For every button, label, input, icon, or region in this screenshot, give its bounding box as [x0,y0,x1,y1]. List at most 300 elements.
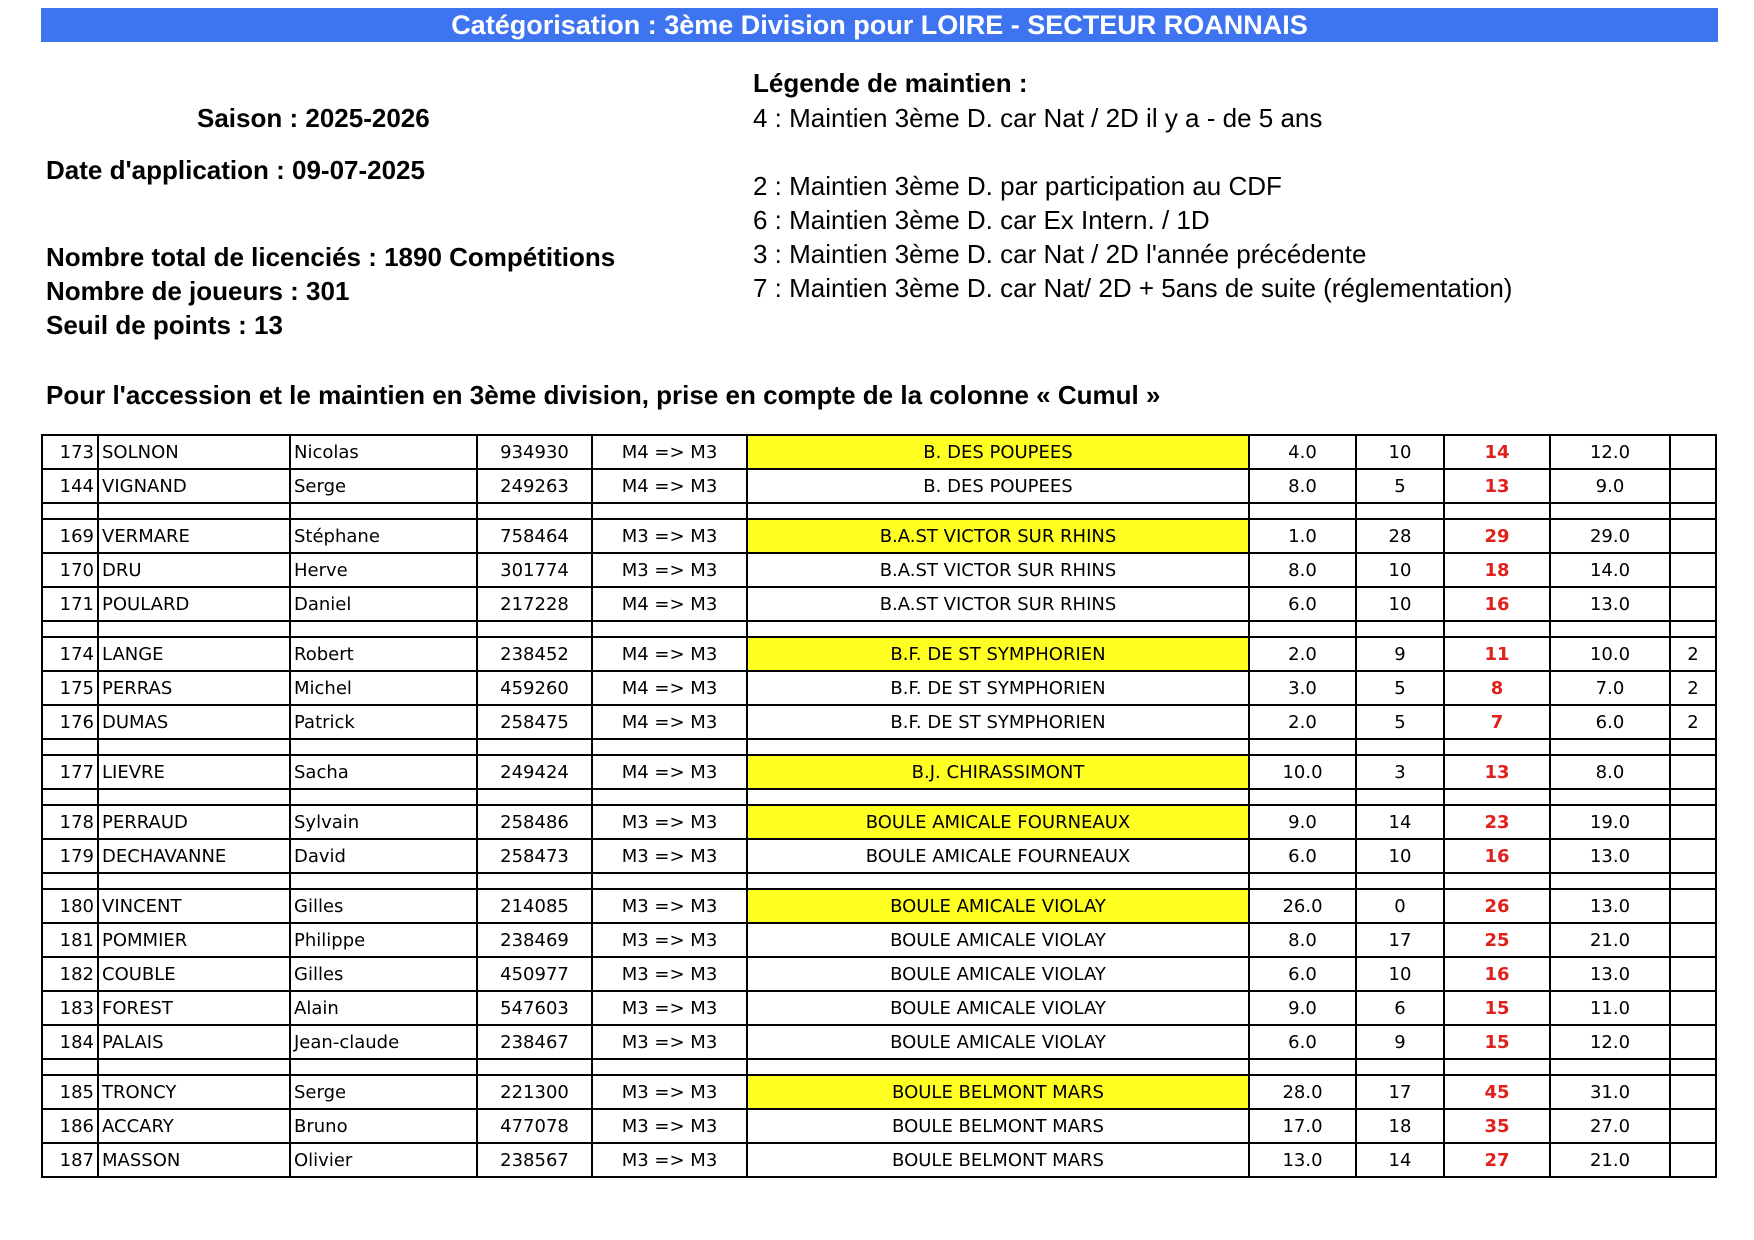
table-row [42,469,1716,503]
cell-category: M3 => M3 [592,805,747,839]
empty-cell [477,1059,592,1075]
table-row [42,705,1716,739]
legend-item: 6 : Maintien 3ème D. car Ex Intern. / 1D [753,205,1210,235]
cell-points-a: 6.0 [1249,1025,1356,1059]
cell-maintien [1670,957,1716,991]
cell-last-name: DRU [98,553,290,587]
cell-number: 177 [42,755,98,789]
cell-licence: 301774 [477,553,592,587]
cell-category: M4 => M3 [592,705,747,739]
cell-points-b: 10 [1356,435,1444,469]
cell-points-b: 28 [1356,519,1444,553]
cell-first-name: Alain [290,991,477,1025]
cell-last-name: LANGE [98,637,290,671]
cell-first-name: Bruno [290,1109,477,1143]
table-body [42,435,1716,1177]
empty-cell [477,739,592,755]
empty-cell [477,789,592,805]
empty-cell [42,739,98,755]
cell-first-name: Sacha [290,755,477,789]
table-row [42,671,1716,705]
cell-licence: 221300 [477,1075,592,1109]
table-row [42,553,1716,587]
cell-number: 179 [42,839,98,873]
cell-licence: 238467 [477,1025,592,1059]
cell-points-a: 8.0 [1249,469,1356,503]
cell-cumul: 26 [1444,889,1550,923]
empty-cell [1670,739,1716,755]
cell-licence: 934930 [477,435,592,469]
cell-licence: 459260 [477,671,592,705]
empty-cell [592,739,747,755]
cell-last-name: DECHAVANNE [98,839,290,873]
cell-points-d: 12.0 [1550,435,1670,469]
cell-points-b: 18 [1356,1109,1444,1143]
group-separator-row [42,621,1716,637]
empty-cell [592,621,747,637]
cell-licence: 238452 [477,637,592,671]
empty-cell [1550,739,1670,755]
cell-number: 185 [42,1075,98,1109]
empty-cell [1249,503,1356,519]
group-separator-row [42,503,1716,519]
cell-points-d: 29.0 [1550,519,1670,553]
total-licencies: Nombre total de licenciés : 1890 Compétitions [46,242,616,272]
cell-number: 181 [42,923,98,957]
cell-number: 182 [42,957,98,991]
empty-cell [1670,789,1716,805]
empty-cell [747,503,1249,519]
empty-cell [592,503,747,519]
cell-licence: 450977 [477,957,592,991]
cell-licence: 238469 [477,923,592,957]
cell-licence: 217228 [477,587,592,621]
cell-first-name: Gilles [290,889,477,923]
cell-last-name: ACCARY [98,1109,290,1143]
cell-points-b: 17 [1356,923,1444,957]
player-count: Nombre de joueurs : 301 [46,276,350,306]
empty-cell [1249,621,1356,637]
empty-cell [1550,503,1670,519]
cell-first-name: Serge [290,469,477,503]
empty-cell [1670,873,1716,889]
cell-club: B.J. CHIRASSIMONT [747,755,1249,789]
cell-category: M4 => M3 [592,755,747,789]
empty-cell [1356,789,1444,805]
empty-cell [477,621,592,637]
empty-cell [42,503,98,519]
cell-maintien [1670,1109,1716,1143]
cell-first-name: Philippe [290,923,477,957]
cumul-note: Pour l'accession et le maintien en 3ème division, prise en compte de la colonne « Cumul » [46,380,1161,410]
cell-licence: 249263 [477,469,592,503]
cell-category: M3 => M3 [592,1109,747,1143]
cell-points-d: 6.0 [1550,705,1670,739]
cell-cumul: 16 [1444,957,1550,991]
cell-points-a: 2.0 [1249,637,1356,671]
empty-cell [98,789,290,805]
cell-last-name: PERRAUD [98,805,290,839]
cell-maintien [1670,435,1716,469]
cell-first-name: Stéphane [290,519,477,553]
cell-number: 178 [42,805,98,839]
table-row [42,1025,1716,1059]
cell-last-name: TRONCY [98,1075,290,1109]
cell-club: BOULE AMICALE VIOLAY [747,889,1249,923]
cell-points-d: 13.0 [1550,839,1670,873]
cell-points-a: 8.0 [1249,923,1356,957]
cell-club: BOULE AMICALE VIOLAY [747,957,1249,991]
cell-cumul: 7 [1444,705,1550,739]
empty-cell [1444,739,1550,755]
cell-category: M4 => M3 [592,637,747,671]
cell-points-a: 26.0 [1249,889,1356,923]
cell-last-name: LIEVRE [98,755,290,789]
cell-club: B. DES POUPEES [747,469,1249,503]
cell-last-name: VERMARE [98,519,290,553]
application-date: Date d'application : 09-07-2025 [46,155,425,185]
cell-cumul: 13 [1444,755,1550,789]
cell-first-name: Serge [290,1075,477,1109]
table-row [42,1075,1716,1109]
cell-maintien: 2 [1670,671,1716,705]
cell-category: M3 => M3 [592,1025,747,1059]
empty-cell [1550,1059,1670,1075]
empty-cell [1444,503,1550,519]
cell-maintien [1670,805,1716,839]
empty-cell [1249,739,1356,755]
cell-cumul: 29 [1444,519,1550,553]
cell-points-b: 10 [1356,587,1444,621]
cell-first-name: Nicolas [290,435,477,469]
cell-cumul: 18 [1444,553,1550,587]
cell-number: 170 [42,553,98,587]
cell-points-a: 17.0 [1249,1109,1356,1143]
cell-cumul: 23 [1444,805,1550,839]
empty-cell [290,1059,477,1075]
cell-club: B.A.ST VICTOR SUR RHINS [747,519,1249,553]
empty-cell [592,789,747,805]
cell-licence: 249424 [477,755,592,789]
table-row [42,923,1716,957]
cell-points-a: 9.0 [1249,805,1356,839]
cell-last-name: PALAIS [98,1025,290,1059]
cell-licence: 547603 [477,991,592,1025]
table-row [42,839,1716,873]
empty-cell [1444,789,1550,805]
table-row [42,991,1716,1025]
table-row [42,435,1716,469]
table-row [42,805,1716,839]
empty-cell [1356,621,1444,637]
cell-points-d: 12.0 [1550,1025,1670,1059]
cell-club: BOULE AMICALE VIOLAY [747,991,1249,1025]
cell-number: 174 [42,637,98,671]
cell-maintien [1670,519,1716,553]
empty-cell [42,621,98,637]
cell-category: M4 => M3 [592,469,747,503]
cell-points-b: 10 [1356,839,1444,873]
cell-category: M3 => M3 [592,519,747,553]
cell-category: M3 => M3 [592,923,747,957]
cell-maintien [1670,553,1716,587]
empty-cell [98,621,290,637]
cell-points-d: 9.0 [1550,469,1670,503]
cell-first-name: Gilles [290,957,477,991]
empty-cell [290,621,477,637]
cell-club: B.F. DE ST SYMPHORIEN [747,671,1249,705]
cell-maintien [1670,469,1716,503]
cell-points-d: 8.0 [1550,755,1670,789]
cell-number: 187 [42,1143,98,1177]
cell-maintien [1670,755,1716,789]
cell-points-d: 19.0 [1550,805,1670,839]
cell-cumul: 27 [1444,1143,1550,1177]
empty-cell [98,1059,290,1075]
cell-first-name: David [290,839,477,873]
cell-points-a: 13.0 [1249,1143,1356,1177]
cell-last-name: COUBLE [98,957,290,991]
legend-item: 4 : Maintien 3ème D. car Nat / 2D il y a - de 5 ans [753,103,1323,133]
cell-points-a: 6.0 [1249,587,1356,621]
cell-first-name: Jean-claude [290,1025,477,1059]
cell-last-name: DUMAS [98,705,290,739]
cell-licence: 258475 [477,705,592,739]
table-row [42,1143,1716,1177]
empty-cell [1670,503,1716,519]
cell-first-name: Robert [290,637,477,671]
empty-cell [1444,1059,1550,1075]
cell-points-b: 9 [1356,1025,1444,1059]
cell-points-a: 10.0 [1249,755,1356,789]
cell-maintien [1670,923,1716,957]
cell-cumul: 16 [1444,587,1550,621]
empty-cell [1249,1059,1356,1075]
group-separator-row [42,1059,1716,1075]
cell-points-b: 3 [1356,755,1444,789]
cell-points-b: 9 [1356,637,1444,671]
empty-cell [1356,1059,1444,1075]
cell-cumul: 8 [1444,671,1550,705]
empty-cell [98,873,290,889]
table-row [42,637,1716,671]
cell-points-d: 27.0 [1550,1109,1670,1143]
table-row [42,889,1716,923]
cell-points-b: 5 [1356,671,1444,705]
cell-first-name: Michel [290,671,477,705]
empty-cell [592,873,747,889]
cell-maintien: 2 [1670,705,1716,739]
cell-club: BOULE BELMONT MARS [747,1143,1249,1177]
season-label: Saison : 2025-2026 [197,103,430,133]
cell-points-d: 13.0 [1550,587,1670,621]
cell-last-name: SOLNON [98,435,290,469]
cell-points-b: 5 [1356,705,1444,739]
cell-club: B.F. DE ST SYMPHORIEN [747,637,1249,671]
cell-points-b: 6 [1356,991,1444,1025]
cell-maintien [1670,587,1716,621]
cell-number: 173 [42,435,98,469]
cell-points-d: 11.0 [1550,991,1670,1025]
cell-club: BOULE BELMONT MARS [747,1075,1249,1109]
cell-points-d: 21.0 [1550,923,1670,957]
cell-maintien [1670,839,1716,873]
cell-maintien [1670,1075,1716,1109]
cell-points-a: 2.0 [1249,705,1356,739]
empty-cell [477,503,592,519]
empty-cell [592,1059,747,1075]
table-row [42,755,1716,789]
legend-item: 2 : Maintien 3ème D. par participation au CDF [753,171,1282,201]
cell-club: B.A.ST VICTOR SUR RHINS [747,553,1249,587]
cell-first-name: Herve [290,553,477,587]
cell-club: B.A.ST VICTOR SUR RHINS [747,587,1249,621]
empty-cell [98,739,290,755]
cell-cumul: 11 [1444,637,1550,671]
cell-category: M4 => M3 [592,435,747,469]
group-separator-row [42,789,1716,805]
empty-cell [290,789,477,805]
cell-points-d: 21.0 [1550,1143,1670,1177]
cell-points-d: 14.0 [1550,553,1670,587]
table-row [42,1109,1716,1143]
cell-points-d: 7.0 [1550,671,1670,705]
cell-number: 176 [42,705,98,739]
empty-cell [747,873,1249,889]
cell-points-a: 8.0 [1249,553,1356,587]
table-row [42,587,1716,621]
legend-title: Légende de maintien : [753,68,1028,98]
cell-last-name: VINCENT [98,889,290,923]
empty-cell [290,503,477,519]
cell-first-name: Olivier [290,1143,477,1177]
cell-licence: 214085 [477,889,592,923]
players-table [41,434,1717,1178]
cell-points-b: 10 [1356,553,1444,587]
page-banner: Catégorisation : 3ème Division pour LOIRE - SECTEUR ROANNAIS [41,8,1718,42]
cell-maintien [1670,889,1716,923]
cell-category: M3 => M3 [592,1075,747,1109]
group-separator-row [42,873,1716,889]
cell-points-a: 1.0 [1249,519,1356,553]
cell-cumul: 25 [1444,923,1550,957]
cell-points-b: 10 [1356,957,1444,991]
cell-club: BOULE AMICALE VIOLAY [747,923,1249,957]
cell-points-a: 6.0 [1249,957,1356,991]
cell-maintien [1670,1025,1716,1059]
cell-number: 144 [42,469,98,503]
table-row [42,957,1716,991]
empty-cell [747,1059,1249,1075]
cell-licence: 258473 [477,839,592,873]
cell-number: 183 [42,991,98,1025]
cell-points-b: 14 [1356,805,1444,839]
points-threshold: Seuil de points : 13 [46,310,283,340]
cell-cumul: 15 [1444,1025,1550,1059]
empty-cell [42,1059,98,1075]
empty-cell [1670,621,1716,637]
legend-item: 7 : Maintien 3ème D. car Nat/ 2D + 5ans de suite (réglementation) [753,273,1513,303]
cell-category: M3 => M3 [592,991,747,1025]
cell-club: B.F. DE ST SYMPHORIEN [747,705,1249,739]
cell-maintien [1670,991,1716,1025]
cell-first-name: Patrick [290,705,477,739]
empty-cell [1444,873,1550,889]
empty-cell [1550,789,1670,805]
cell-licence: 477078 [477,1109,592,1143]
cell-licence: 758464 [477,519,592,553]
cell-points-b: 17 [1356,1075,1444,1109]
empty-cell [1356,739,1444,755]
cell-number: 171 [42,587,98,621]
empty-cell [290,873,477,889]
cell-points-b: 14 [1356,1143,1444,1177]
empty-cell [1249,873,1356,889]
cell-cumul: 14 [1444,435,1550,469]
cell-last-name: MASSON [98,1143,290,1177]
empty-cell [1249,789,1356,805]
empty-cell [1670,1059,1716,1075]
cell-cumul: 35 [1444,1109,1550,1143]
cell-last-name: PERRAS [98,671,290,705]
cell-first-name: Daniel [290,587,477,621]
cell-points-d: 13.0 [1550,957,1670,991]
cell-club: BOULE AMICALE FOURNEAUX [747,805,1249,839]
cell-number: 169 [42,519,98,553]
cell-last-name: POULARD [98,587,290,621]
empty-cell [1356,503,1444,519]
cell-points-a: 6.0 [1249,839,1356,873]
cell-category: M3 => M3 [592,957,747,991]
cell-points-d: 10.0 [1550,637,1670,671]
cell-first-name: Sylvain [290,805,477,839]
cell-points-b: 0 [1356,889,1444,923]
empty-cell [747,789,1249,805]
cell-category: M3 => M3 [592,839,747,873]
cell-number: 175 [42,671,98,705]
table-row [42,519,1716,553]
cell-number: 186 [42,1109,98,1143]
cell-points-a: 9.0 [1249,991,1356,1025]
cell-points-a: 28.0 [1249,1075,1356,1109]
empty-cell [477,873,592,889]
cell-category: M3 => M3 [592,553,747,587]
cell-club: BOULE BELMONT MARS [747,1109,1249,1143]
cell-cumul: 45 [1444,1075,1550,1109]
empty-cell [1550,621,1670,637]
empty-cell [42,873,98,889]
cell-points-d: 31.0 [1550,1075,1670,1109]
cell-number: 184 [42,1025,98,1059]
empty-cell [290,739,477,755]
cell-maintien: 2 [1670,637,1716,671]
cell-points-a: 4.0 [1249,435,1356,469]
cell-category: M3 => M3 [592,889,747,923]
cell-licence: 238567 [477,1143,592,1177]
empty-cell [1356,873,1444,889]
cell-licence: 258486 [477,805,592,839]
legend-item: 3 : Maintien 3ème D. car Nat / 2D l'année précédente [753,239,1367,269]
cell-last-name: VIGNAND [98,469,290,503]
empty-cell [747,739,1249,755]
cell-points-a: 3.0 [1249,671,1356,705]
cell-club: BOULE AMICALE FOURNEAUX [747,839,1249,873]
cell-cumul: 15 [1444,991,1550,1025]
empty-cell [42,789,98,805]
cell-last-name: POMMIER [98,923,290,957]
cell-points-b: 5 [1356,469,1444,503]
cell-club: B. DES POUPEES [747,435,1249,469]
